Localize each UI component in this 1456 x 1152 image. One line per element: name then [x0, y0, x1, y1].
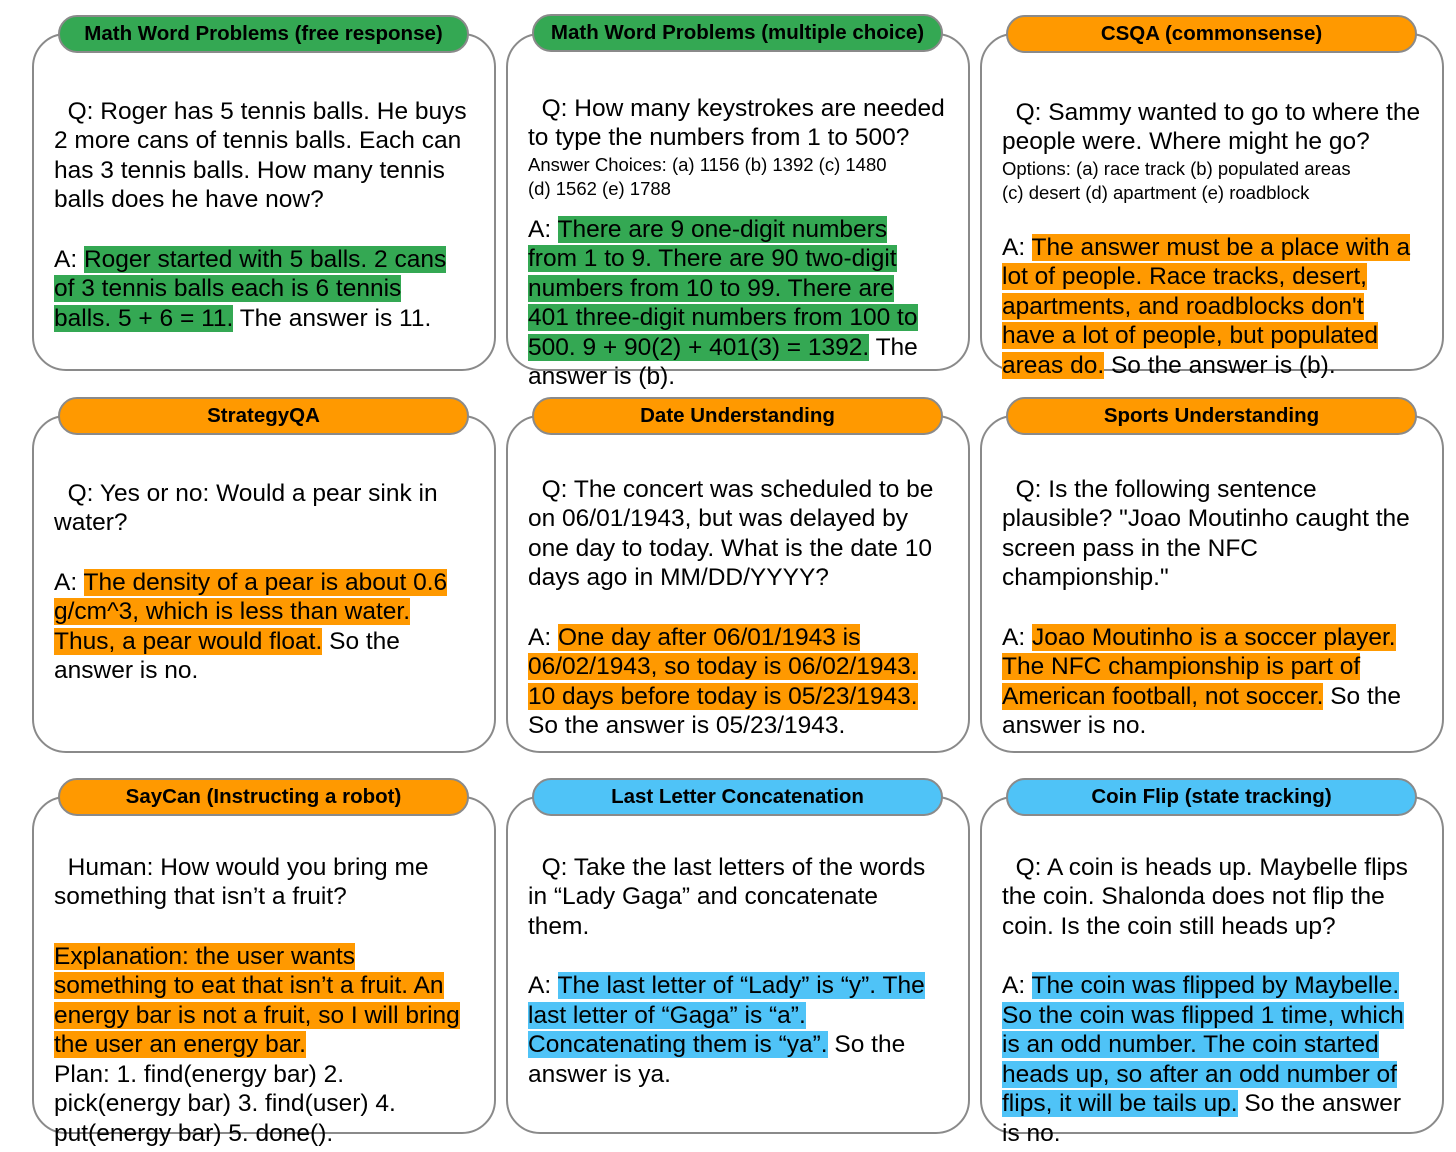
card-body: [1002, 445, 1442, 741]
card-title: SayCan (Instructing a robot): [58, 778, 469, 816]
answer-choices: Options: (a) race track (b) populated areas (c) desert (d) apartment (e) roadblock: [1002, 157, 1351, 203]
answer-rest: The answer is 11.: [233, 304, 432, 332]
answer-prefix: A:: [1002, 233, 1032, 261]
question-text: Q: Yes or no: Would a pear sink in water?: [54, 479, 438, 536]
answer-highlight: Explanation: the user wants something to eat that isn’t a fruit. An energy bar is not a fruit, so I will bring the user an energy bar.: [54, 942, 460, 1058]
card-body: [54, 67, 484, 333]
answer-rest: So the answer is (b).: [1104, 351, 1336, 379]
card-title: Last Letter Concatenation: [532, 778, 943, 816]
answer-highlight: Joao Moutinho is a soccer player. The NFC championship is part of American football, not soccer.: [1002, 623, 1396, 710]
card-body: [528, 64, 958, 392]
answer-rest: So the answer is 05/23/1943.: [528, 712, 846, 739]
answer-highlight: The density of a pear is about 0.6 g/cm^3, which is less than water. Thus, a pear would float.: [54, 568, 448, 655]
answer-rest: The answer is (b).: [528, 333, 918, 390]
card-body: [1002, 68, 1442, 380]
answer-prefix: A:: [528, 972, 558, 999]
card-title: Sports Understanding: [1006, 397, 1417, 435]
question-text: Q: How many keystrokes are needed to type the numbers from 1 to 500?: [528, 94, 945, 151]
card-body: [1002, 823, 1442, 1148]
question-text: Q: Is the following sentence plausible? "Joao Moutinho caught the screen pass in the NFC championship.": [1002, 475, 1410, 591]
answer-prefix: A:: [54, 568, 84, 596]
answer-choices: Answer Choices: (a) 1156 (b) 1392 (c) 1480 (d) 1562 (e) 1788: [528, 153, 887, 199]
card-title: Math Word Problems (multiple choice): [532, 14, 943, 52]
answer-rest: So the answer is ya.: [528, 1031, 906, 1088]
answer-prefix: A:: [1002, 623, 1032, 651]
answer-rest: So the answer is no.: [1002, 682, 1402, 739]
answer-rest: So the answer is no.: [1002, 1090, 1401, 1147]
answer-prefix: A:: [528, 215, 558, 243]
question-text: Human: How would you bring me something that isn’t a fruit?: [54, 853, 429, 910]
answer-highlight: The coin was flipped by Maybelle. So the coin was flipped 1 time, which is an odd number. The coin started heads up, so after an odd number of flips, it will be tails up.: [1002, 972, 1404, 1117]
answer-rest: Plan: 1. find(energy bar) 2. pick(energy bar) 3. find(user) 4. put(energy bar) 5. done().: [54, 1060, 396, 1147]
answer-highlight: One day after 06/01/1943 is 06/02/1943, so today is 06/02/1943. 10 days before today is 05/23/1943.: [528, 623, 918, 710]
card-title: Math Word Problems (free response): [58, 15, 469, 53]
answer-highlight: There are 9 one-digit numbers from 1 to 9. There are 90 two-digit numbers from 10 to 99. There are 401 three-digit numbers from 100 to 500. 9 + 90(2) + 401(3) = 1392.: [528, 215, 918, 361]
answer-prefix: A:: [1002, 972, 1032, 999]
question-text: Q: A coin is heads up. Maybelle flips the coin. Shalonda does not flip the coin. Is the coin still heads up?: [1002, 853, 1408, 940]
card-title: Coin Flip (state tracking): [1006, 778, 1417, 816]
card-body: [528, 445, 958, 741]
answer-prefix: A:: [54, 245, 84, 273]
answer-highlight: Roger started with 5 balls. 2 cans of 3 tennis balls each is 6 tennis balls. 5 + 6 = 11.: [54, 245, 447, 332]
card-title: StrategyQA: [58, 397, 469, 435]
card-body: [54, 823, 484, 1148]
answer-rest: So the answer is no.: [54, 627, 400, 684]
answer-highlight: The answer must be a place with a lot of people. Race tracks, desert, apartments, and roadblocks don't have a lot of people, but populated areas do.: [1002, 233, 1411, 379]
question-text: Q: Sammy wanted to go to where the people were. Where might he go?: [1002, 98, 1421, 155]
card-title: Date Understanding: [532, 397, 943, 435]
question-text: Q: Roger has 5 tennis balls. He buys 2 more cans of tennis balls. Each can has 3 tennis balls. How many tennis balls does he have now?: [54, 97, 467, 213]
answer-prefix: A:: [528, 623, 558, 651]
card-body: [54, 449, 484, 686]
answer-highlight: The last letter of “Lady” is “y”. The last letter of “Gaga” is “a”. Concatenating them is “ya”.: [528, 972, 925, 1058]
question-text: Q: Take the last letters of the words in “Lady Gaga” and concatenate them.: [528, 853, 926, 940]
question-text: Q: The concert was scheduled to be on 06/01/1943, but was delayed by one day to today. What is the date 10 days ago in MM/DD/YYYY?: [528, 475, 934, 591]
card-body: [528, 823, 958, 1089]
card-title: CSQA (commonsense): [1006, 15, 1417, 53]
